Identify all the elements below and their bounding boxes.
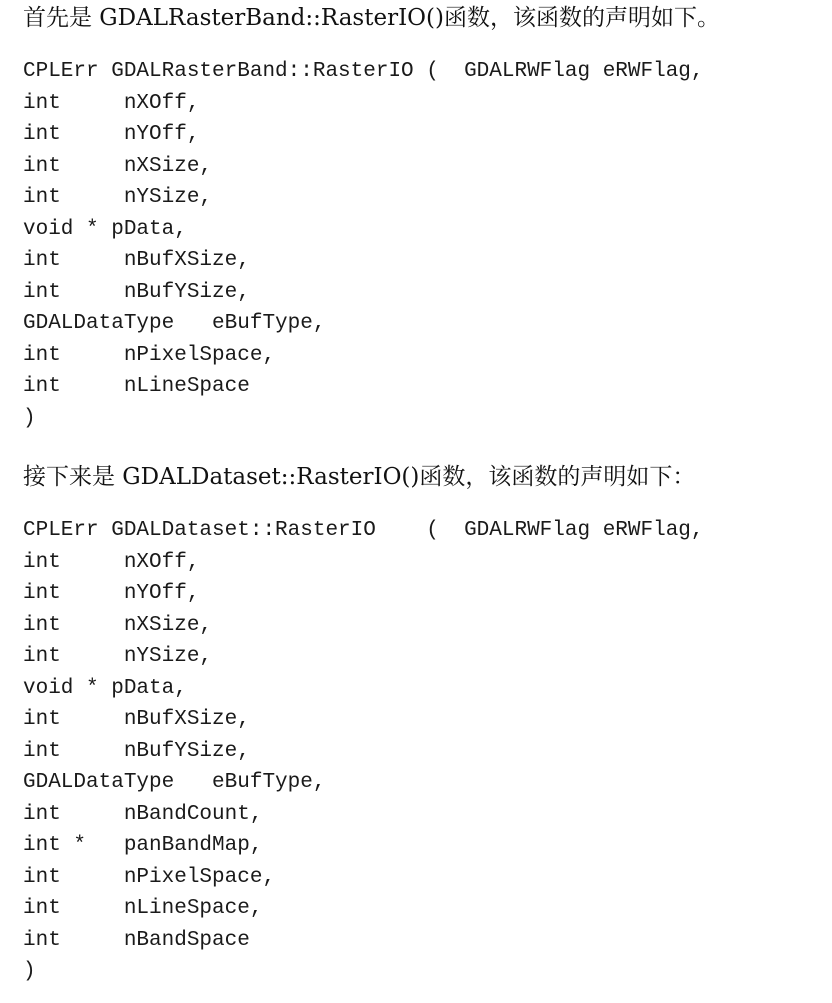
section-heading-dataset: 接下来是 GDALDataset::RasterIO()函数，该函数的声明如下： bbox=[23, 464, 696, 490]
code-line: CPLErr GDALRasterBand::RasterIO ( GDALRWFlag eRWFlag, bbox=[23, 60, 704, 83]
code-line: int nBandCount, bbox=[23, 802, 263, 826]
code-line: int nBufYSize, bbox=[23, 739, 250, 763]
code-line: int nPixelSpace, bbox=[23, 865, 276, 889]
code-line: GDALDataType eBufType, bbox=[23, 771, 326, 794]
code-line: int * panBandMap, bbox=[23, 834, 263, 857]
code-line: void * pData, bbox=[23, 217, 187, 241]
code-line: int nBufYSize, bbox=[23, 280, 250, 304]
code-line: int nBufXSize, bbox=[23, 249, 250, 272]
code-line: int nYSize, bbox=[23, 186, 213, 209]
code-line: int nXSize, bbox=[23, 154, 213, 178]
code-line: int nYOff, bbox=[23, 123, 200, 146]
code-line: ) bbox=[23, 960, 36, 983]
code-line: CPLErr GDALDataset::RasterIO ( GDALRWFlag eRWFlag, bbox=[23, 519, 704, 542]
code-block-dataset bbox=[23, 515, 704, 988]
code-line: ) bbox=[23, 406, 36, 430]
code-line: GDALDataType eBufType, bbox=[23, 312, 326, 335]
code-block-rasterband bbox=[23, 56, 704, 434]
code-line: int nYOff, bbox=[23, 582, 200, 605]
code-line: void * pData, bbox=[23, 676, 187, 700]
code-line: int nYSize, bbox=[23, 645, 213, 668]
code-line: int nLineSpace bbox=[23, 375, 250, 398]
code-line: int nXOff, bbox=[23, 91, 200, 115]
code-line: int nBandSpace bbox=[23, 928, 250, 952]
code-line: int nXOff, bbox=[23, 550, 200, 574]
code-line: int nBufXSize, bbox=[23, 708, 250, 731]
code-line: int nPixelSpace, bbox=[23, 343, 276, 367]
code-line: int nLineSpace, bbox=[23, 897, 263, 920]
section-heading-rasterband: 首先是 GDALRasterBand::RasterIO()函数，该函数的声明如下。 bbox=[23, 5, 720, 31]
code-line: int nXSize, bbox=[23, 613, 213, 637]
